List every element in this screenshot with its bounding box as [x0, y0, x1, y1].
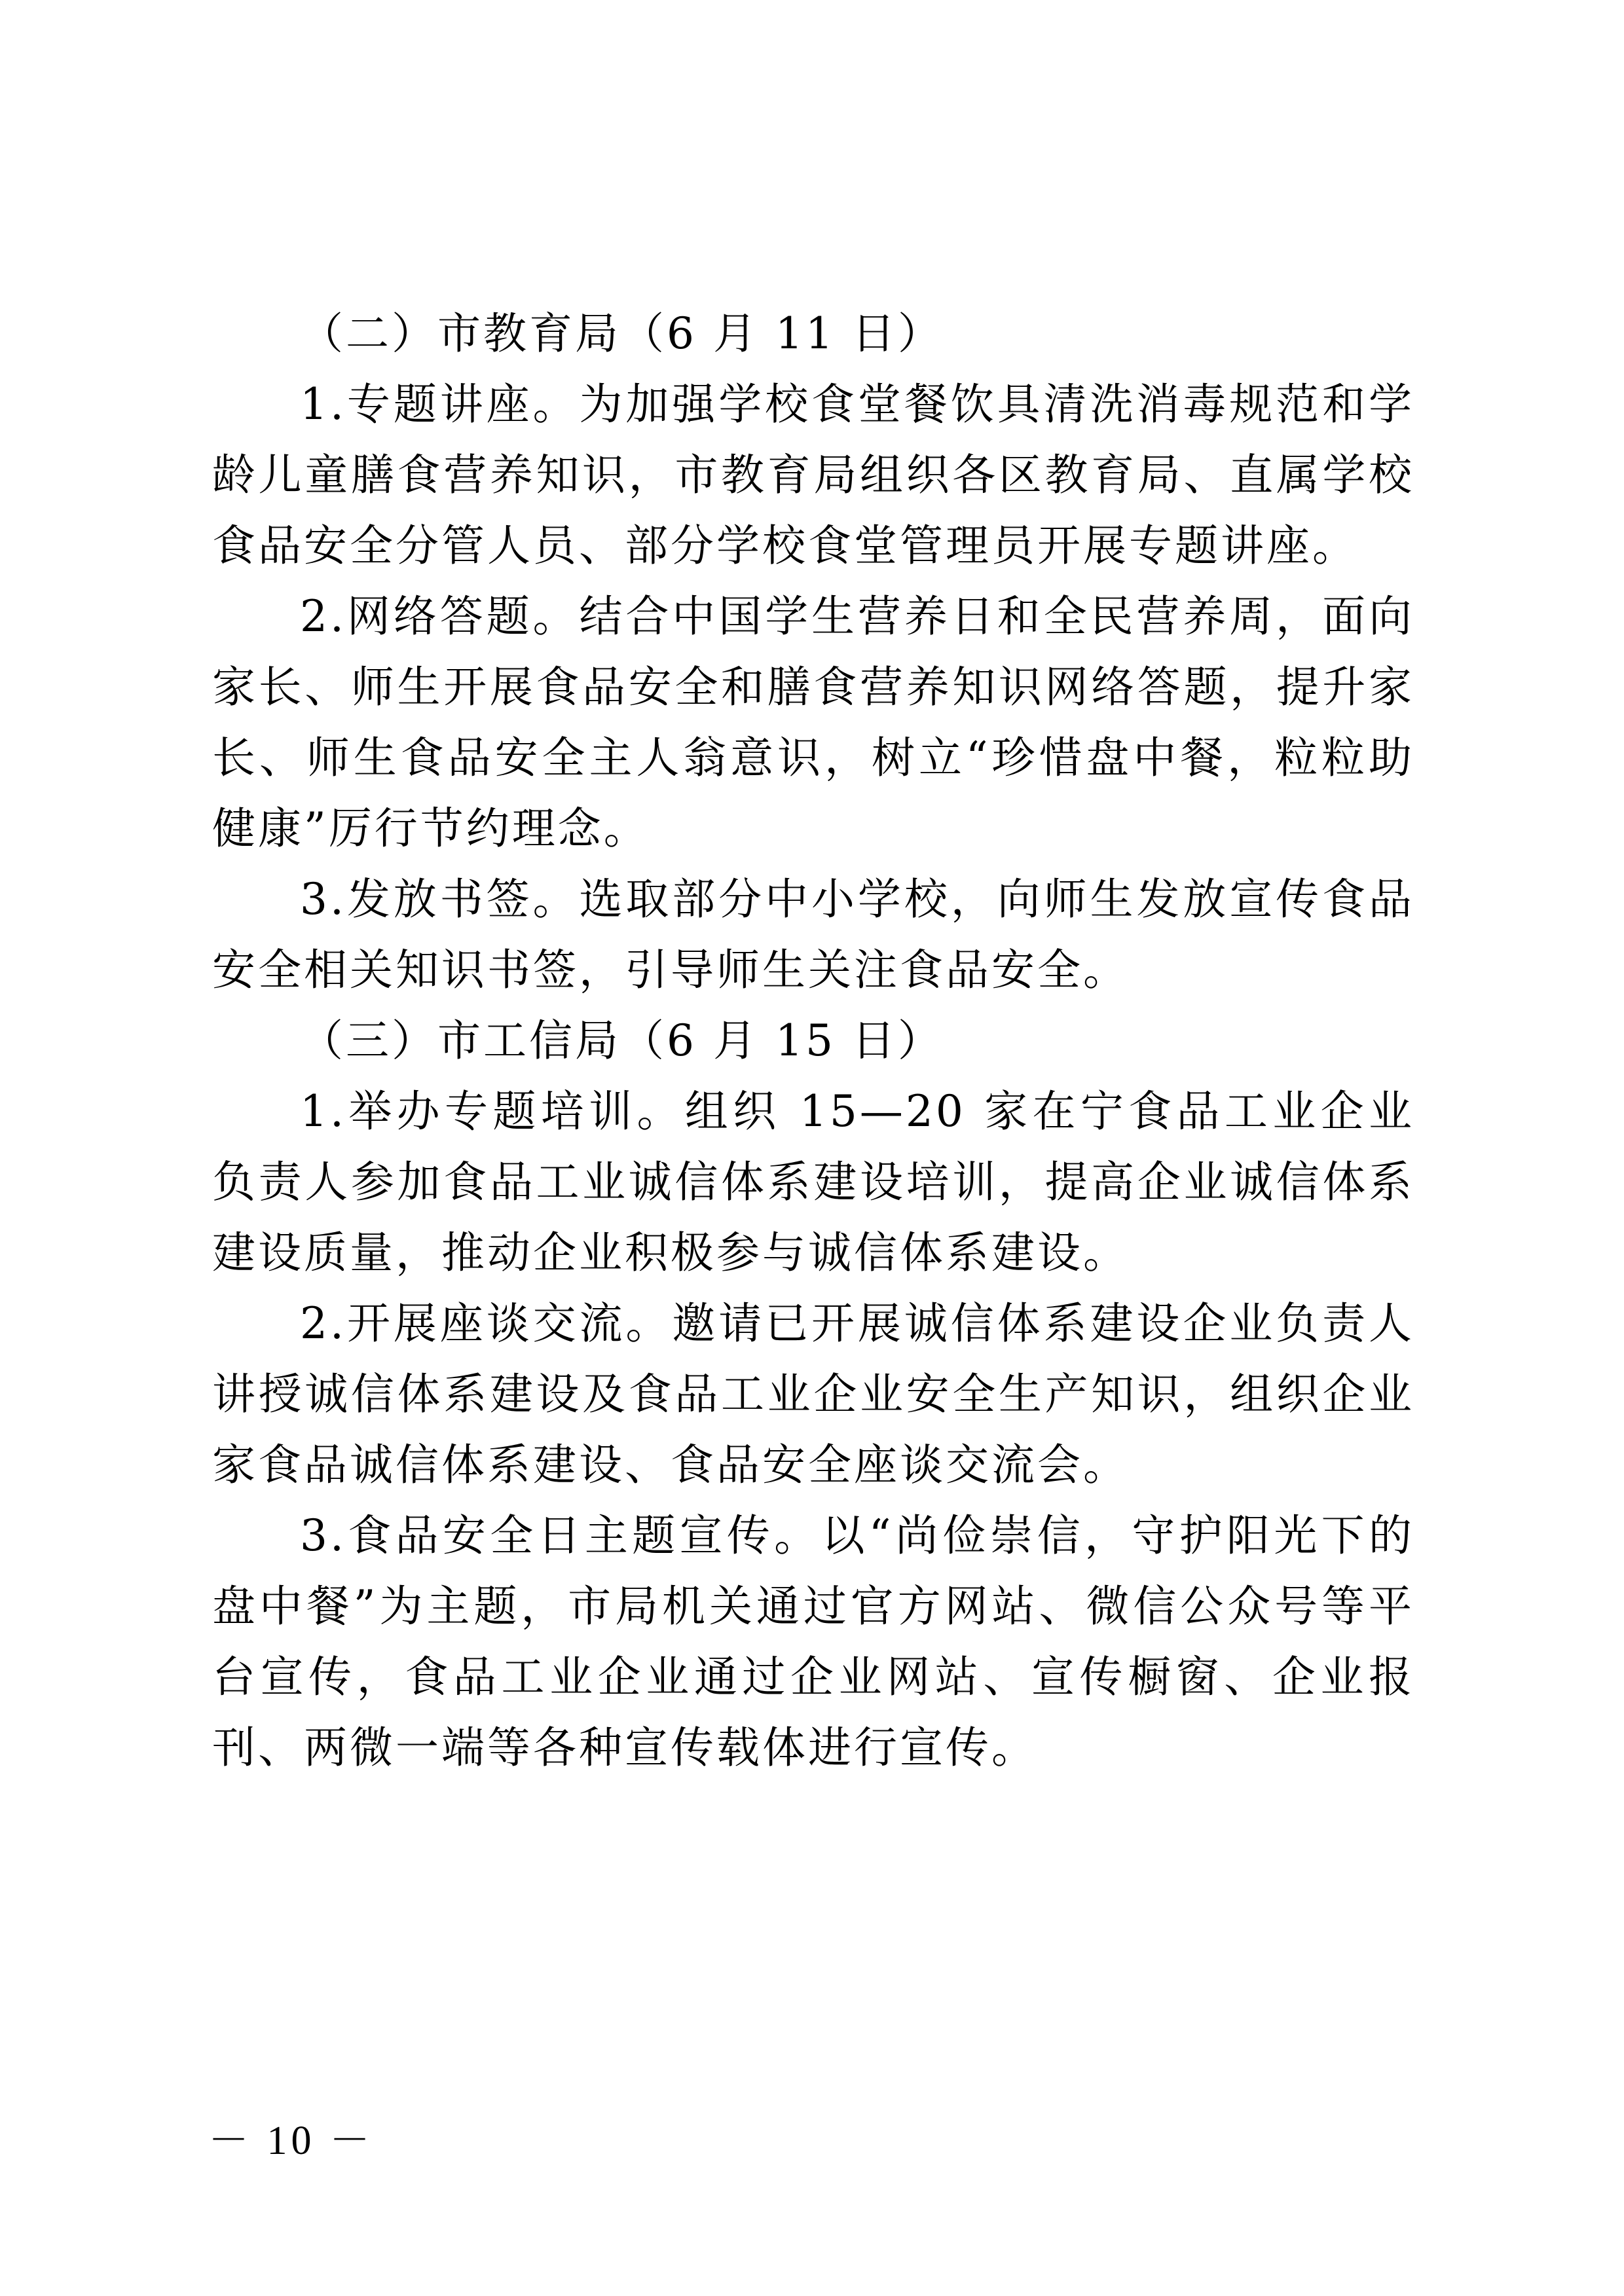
paragraph-bookmark-distribution: 3.发放书签。选取部分中小学校，向师生发放宣传食品安全相关知识书签，引导师生关注食品安全。	[212, 874, 1414, 995]
page-number: － 10 －	[208, 2119, 375, 2163]
section-heading-industry-bureau: （三）市工信局（6 月 15 日）	[300, 1015, 944, 1066]
paragraph-special-training: 1.举办专题培训。组织 15—20 家在宁食品工业企业负责人参加食品工业诚信体系建设培训，提高企业诚信体系建设质量，推动企业积极参与诚信体系建设。	[212, 1086, 1414, 1278]
document-body	[212, 299, 1414, 1783]
paragraph-special-lecture: 1.专题讲座。为加强学校食堂餐饮具清洗消毒规范和学龄儿童膳食营养知识，市教育局组织各区教育局、直属学校食品安全分管人员、部分学校食堂管理员开展专题讲座。	[212, 379, 1414, 571]
paragraph-symposium-exchange: 2.开展座谈交流。邀请已开展诚信体系建设企业负责人讲授诚信体系建设及食品工业企业安全生产知识，组织企业家食品诚信体系建设、食品安全座谈交流会。	[212, 1298, 1414, 1490]
section-heading-education-bureau: （二）市教育局（6 月 11 日）	[300, 308, 944, 359]
paragraph-theme-publicity: 3.食品安全日主题宣传。以“尚俭崇信，守护阳光下的盘中餐”为主题，市局机关通过官方网站、微信公众号等平台宣传，食品工业企业通过企业网站、宣传橱窗、企业报刊、两微一端等各种宣传载体进行宣传。	[212, 1510, 1414, 1773]
paragraph-online-quiz: 2.网络答题。结合中国学生营养日和全民营养周，面向家长、师生开展食品安全和膳食营养知识网络答题，提升家长、师生食品安全主人翁意识，树立“珍惜盘中餐，粒粒助健康”厉行节约理念。	[212, 591, 1414, 854]
